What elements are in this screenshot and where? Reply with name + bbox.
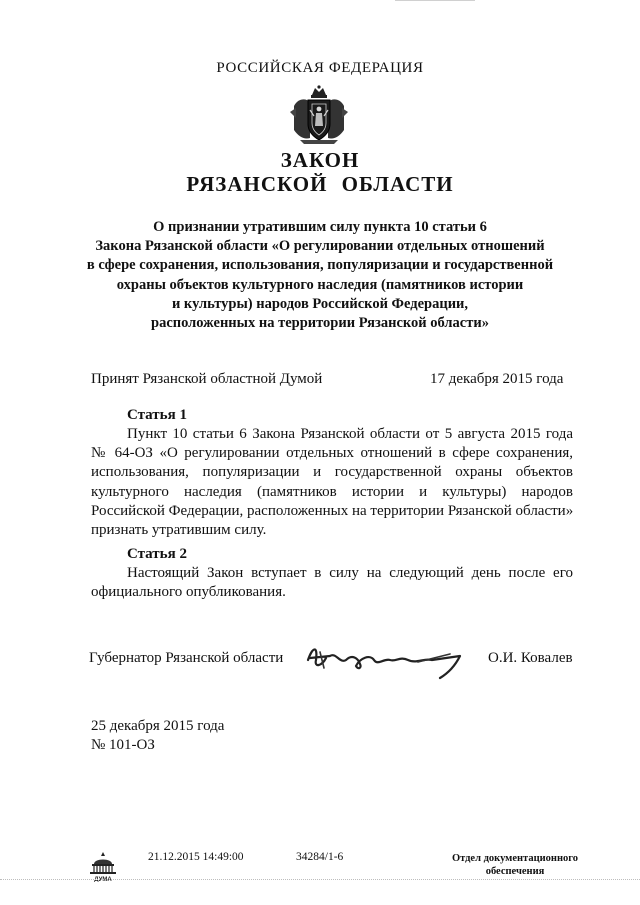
law-title-line: расположенных на территории Рязанской области» (151, 315, 489, 332)
law-title-line: охраны объектов культурного наследия (памятников истории (116, 276, 524, 293)
governor-name: О.И. Ковалев (488, 650, 573, 666)
law-title-line: О признании утратившим силу пункта 10 статьи 6 (153, 219, 487, 235)
article-2-line: Настоящий Закон вступает в силу на следующий день после его (127, 565, 573, 581)
department-stamp (440, 852, 590, 878)
adopted-by-text: Принят Рязанской областной Думой (91, 371, 323, 387)
footer-divider (0, 879, 640, 880)
article-1-line: Российской Федерации, расположенных на территории Рязанской области» (91, 502, 574, 519)
law-title-line: в сфере сохранения, использования, популяризации и государственной (86, 257, 554, 274)
document-date: 25 декабря 2015 года (91, 718, 225, 734)
stamp-line: обеспечения (485, 866, 545, 877)
article-2-line: официального опубликования. (91, 584, 286, 601)
article-1-heading: Статья 1 (127, 407, 187, 423)
top-edge-mark (395, 0, 475, 1)
duma-logo-text: ДУМА (94, 877, 112, 882)
adoption-date: 17 декабря 2015 года (430, 371, 564, 387)
article-1-line: Пункт 10 статьи 6 Закона Рязанской области от 5 августа 2015 года (127, 426, 573, 442)
stamp-line: Отдел документационного (451, 853, 579, 864)
footer-code: 34284/1-6 (296, 851, 344, 863)
law-heading: ЗАКОН (280, 148, 360, 172)
country-name: РОССИЙСКАЯ ФЕДЕРАЦИЯ (216, 60, 424, 76)
region-heading: РЯЗАНСКОЙ ОБЛАСТИ (186, 172, 454, 196)
article-1-body (91, 425, 573, 540)
handwritten-signature (300, 630, 470, 680)
article-1-line: № 64-ОЗ «О регулировании отдельных отношений в сфере сохранения, (91, 445, 573, 462)
governor-title: Губернатор Рязанской области (89, 650, 284, 666)
article-2-body (91, 564, 573, 602)
duma-logo-icon (86, 850, 120, 882)
article-1-line: признать утратившим силу. (91, 522, 267, 539)
document-number: № 101-ОЗ (91, 737, 155, 753)
footer-timestamp: 21.12.2015 14:49:00 (148, 851, 244, 863)
article-1-line: культурного наследия (памятников истории и культуры) народов (91, 483, 573, 500)
law-title (60, 218, 580, 333)
article-2-heading: Статья 2 (127, 546, 187, 562)
article-1-line: использования, популяризации и государственной охраны объектов (91, 464, 573, 481)
coat-of-arms-emblem-icon (288, 84, 350, 146)
law-title-line: Закона Рязанской области «О регулировании отдельных отношений (95, 238, 545, 255)
law-title-line: и культуры) народов Российской Федерации, (171, 295, 469, 312)
